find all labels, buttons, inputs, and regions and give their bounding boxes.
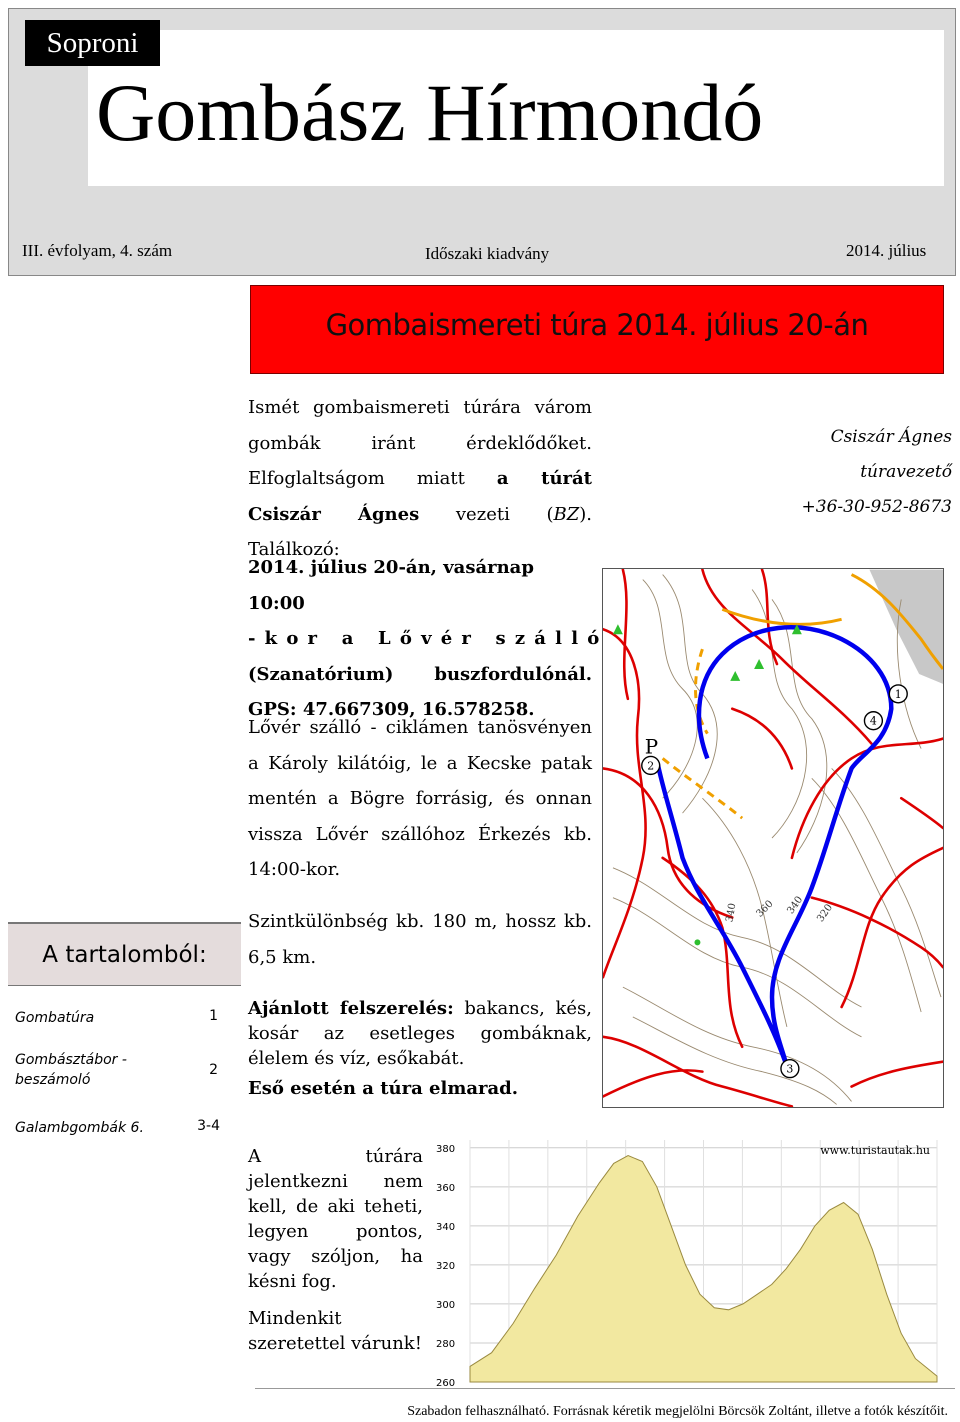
equipment-paragraph [248,996,592,1071]
leader-name: Csiszár Ágnes [830,427,952,447]
map-built-area [869,570,943,684]
route-stats: Szintkülönbség kb. 180 m, hossz kb. 6,5 km. [248,911,592,968]
route-map [602,568,944,1108]
meeting-details [248,550,609,728]
profile-y-tick: 300 [436,1299,456,1311]
route-description: Lővér szálló - ciklámen tanösvényen a Károly kilátóig, le a Kecske patak mentén a Bögre forrásig, és onnan vissza Lővér szállóhoz Érkezés kb. 14:00-kor. [248,717,592,880]
elevation-profile [432,1132,944,1387]
contents-item-page: 3-4 [197,1118,220,1134]
contents-item-page: 1 [209,1008,218,1024]
leader-role: túravezető [860,462,952,482]
profile-y-tick: 340 [436,1221,456,1233]
headline-text: Gombaismereti túra 2014. július 20-án [325,308,869,342]
meeting-gps: GPS: 47.667309, 16.578258. [248,699,535,720]
profile-y-tick: 360 [436,1182,456,1194]
contour-label: 360 [754,898,776,920]
meeting-line3 [248,657,592,693]
intro-initials: BZ [553,503,580,525]
waypoint-label: 1 [894,687,902,701]
waypoint-label: 4 [869,714,877,728]
intro-text: Ismét gombaismereti túrára várom gombák iránt érdeklődőket. Elfoglaltságom miatt [248,397,592,489]
waypoint-label: 3 [786,1062,794,1076]
contour-label: 320 [815,902,836,925]
registration-note: A túrára jelentkezni nem kell, de aki teheti, legyen pontos, vagy szóljon, ha késni fog. [248,1146,423,1292]
meeting-place-detail: (Szanatórium) [248,663,394,685]
profile-y-tick: 380 [436,1143,456,1155]
contents-header: A tartalomból: [8,922,241,986]
meeting-place-stop: buszfordulónál. [434,663,592,685]
contour-label: 340 [785,894,806,917]
intro-paragraph [248,390,592,568]
tour-leader-block [640,420,952,525]
publication-type: Időszaki kiadvány [425,244,550,263]
profile-y-tick: 320 [436,1260,456,1272]
footer-rule [255,1388,955,1389]
waypoint-label: 2 [647,759,655,773]
meeting-date: 2014. július 20-án, vasárnap 10:00 [248,557,534,614]
equipment-label: Ajánlott felszerelés: [248,998,454,1019]
issue-volume: III. évfolyam, 4. szám [22,241,173,260]
rain-note: Eső esetén a túra elmarad. [248,1078,519,1099]
brand-tag: Soproni [25,20,160,66]
equipment-text: bakancs, kés, kosár az esetleges gombáknak, élelem és víz, esőkabát. [248,998,592,1069]
parking-label: P [644,735,659,759]
leader-phone: +36-30-952-8673 [801,497,952,517]
contour-label: 340 [724,902,739,924]
contents-item-title[interactable]: Gombásztábor - beszámoló [15,1052,127,1088]
issue-date: 2014. július [846,241,927,260]
profile-y-tick: 260 [436,1378,456,1387]
intro-text-after: vezeti ( [419,503,554,525]
intro-bold: a túrát Csiszár Ágnes [248,468,592,525]
masthead-title: Gombász Hírmondó [96,67,764,158]
profile-source: www.turistautak.hu [820,1144,930,1157]
footer-credit: Szabadon felhasználható. Forrásnak kéretik megjelölni Börcsök Zoltánt, illetve a fotók készítőit. [407,1404,948,1419]
contents-item-title[interactable]: Galambgombák 6. [15,1120,144,1136]
intro-text-end: ). Találkozó: [248,503,592,560]
closing-note: Mindenkit szeretettel várunk! [248,1308,422,1354]
profile-y-tick: 280 [436,1338,456,1350]
contents-item-title[interactable]: Gombatúra [15,1010,95,1026]
contents-item-page: 2 [209,1062,218,1078]
meeting-place: -kor a Lővér szálló [248,628,609,649]
